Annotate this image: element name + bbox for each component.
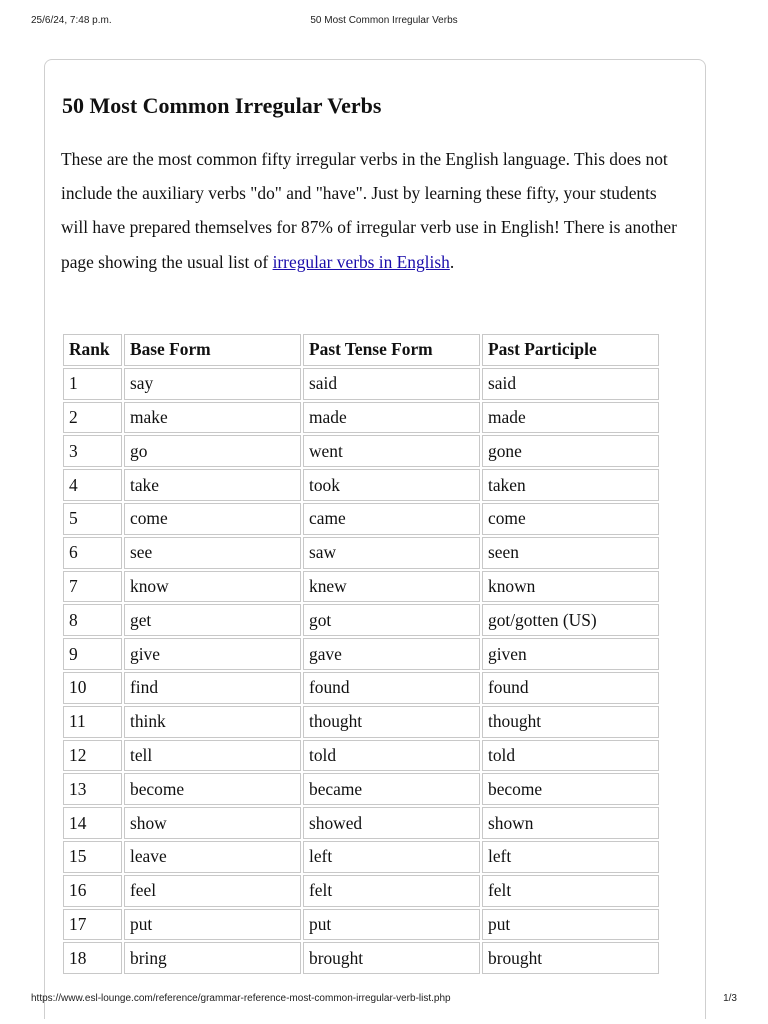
- rank-cell: 4: [63, 469, 122, 501]
- rank-cell: 15: [63, 841, 122, 873]
- table-row: [63, 740, 659, 772]
- rank-cell: 7: [63, 571, 122, 603]
- rank-cell: 13: [63, 773, 122, 805]
- base-form-cell: bring: [124, 942, 301, 974]
- rank-cell: 1: [63, 368, 122, 400]
- past-participle-cell: gone: [482, 435, 659, 467]
- content-card: [44, 59, 706, 1019]
- past-tense-cell: took: [303, 469, 480, 501]
- base-form-cell: tell: [124, 740, 301, 772]
- print-url: https://www.esl-lounge.com/reference/grammar-reference-most-common-irregular-verb-list.php: [31, 993, 451, 1004]
- past-tense-cell: said: [303, 368, 480, 400]
- past-tense-cell: put: [303, 909, 480, 941]
- base-form-cell: leave: [124, 841, 301, 873]
- table-row: [63, 604, 659, 636]
- past-participle-cell: felt: [482, 875, 659, 907]
- verbs-table: [61, 332, 661, 976]
- past-participle-cell: shown: [482, 807, 659, 839]
- base-form-cell: go: [124, 435, 301, 467]
- header-past-tense: Past Tense Form: [303, 334, 480, 366]
- page-title: 50 Most Common Irregular Verbs: [62, 93, 382, 118]
- past-tense-cell: came: [303, 503, 480, 535]
- base-form-cell: say: [124, 368, 301, 400]
- table-row: [63, 672, 659, 704]
- header-rank: Rank: [63, 334, 122, 366]
- table-row: [63, 503, 659, 535]
- base-form-cell: show: [124, 807, 301, 839]
- rank-cell: 8: [63, 604, 122, 636]
- table-row: [63, 875, 659, 907]
- irregular-verbs-link[interactable]: irregular verbs in English: [272, 251, 450, 272]
- past-participle-cell: given: [482, 638, 659, 670]
- header-base-form: Base Form: [124, 334, 301, 366]
- table-row: [63, 942, 659, 974]
- past-tense-cell: knew: [303, 571, 480, 603]
- past-participle-cell: come: [482, 503, 659, 535]
- table-row: [63, 841, 659, 873]
- table-row: [63, 402, 659, 434]
- rank-cell: 10: [63, 672, 122, 704]
- past-tense-cell: told: [303, 740, 480, 772]
- base-form-cell: know: [124, 571, 301, 603]
- rank-cell: 11: [63, 706, 122, 738]
- rank-cell: 12: [63, 740, 122, 772]
- header-past-participle: Past Participle: [482, 334, 659, 366]
- past-tense-cell: left: [303, 841, 480, 873]
- print-footer: [31, 993, 737, 1009]
- print-header: [31, 15, 737, 31]
- intro-text: These are the most common fifty irregular verbs in the English language. This does not include the auxiliary verbs "do" and "have". Just by learning these fifty, your students will have prepared themselves for 87% of irregular verb use in English! There is another page showing the usual list of: [61, 149, 677, 272]
- base-form-cell: come: [124, 503, 301, 535]
- page-count: 1/3: [723, 993, 737, 1004]
- rank-cell: 14: [63, 807, 122, 839]
- rank-cell: 18: [63, 942, 122, 974]
- past-participle-cell: told: [482, 740, 659, 772]
- past-participle-cell: put: [482, 909, 659, 941]
- print-datetime: 25/6/24, 7:48 p.m.: [31, 15, 112, 26]
- past-participle-cell: made: [482, 402, 659, 434]
- past-tense-cell: thought: [303, 706, 480, 738]
- base-form-cell: take: [124, 469, 301, 501]
- past-tense-cell: found: [303, 672, 480, 704]
- past-participle-cell: left: [482, 841, 659, 873]
- past-participle-cell: known: [482, 571, 659, 603]
- past-tense-cell: became: [303, 773, 480, 805]
- table-row: [63, 368, 659, 400]
- past-participle-cell: brought: [482, 942, 659, 974]
- past-tense-cell: got: [303, 604, 480, 636]
- past-tense-cell: showed: [303, 807, 480, 839]
- rank-cell: 5: [63, 503, 122, 535]
- table-row: [63, 706, 659, 738]
- past-tense-cell: felt: [303, 875, 480, 907]
- past-participle-cell: thought: [482, 706, 659, 738]
- past-participle-cell: said: [482, 368, 659, 400]
- past-participle-cell: got/gotten (US): [482, 604, 659, 636]
- past-tense-cell: went: [303, 435, 480, 467]
- past-participle-cell: become: [482, 773, 659, 805]
- rank-cell: 2: [63, 402, 122, 434]
- past-tense-cell: made: [303, 402, 480, 434]
- table-header-row: [63, 334, 659, 366]
- rank-cell: 9: [63, 638, 122, 670]
- base-form-cell: see: [124, 537, 301, 569]
- intro-paragraph: [61, 142, 681, 279]
- table-row: [63, 807, 659, 839]
- base-form-cell: get: [124, 604, 301, 636]
- table-row: [63, 469, 659, 501]
- table-row: [63, 773, 659, 805]
- table-row: [63, 909, 659, 941]
- past-tense-cell: brought: [303, 942, 480, 974]
- past-participle-cell: seen: [482, 537, 659, 569]
- table-row: [63, 537, 659, 569]
- base-form-cell: make: [124, 402, 301, 434]
- print-page-title: 50 Most Common Irregular Verbs: [310, 15, 458, 26]
- rank-cell: 17: [63, 909, 122, 941]
- past-participle-cell: found: [482, 672, 659, 704]
- base-form-cell: think: [124, 706, 301, 738]
- base-form-cell: feel: [124, 875, 301, 907]
- table-row: [63, 571, 659, 603]
- table-body: [63, 368, 659, 974]
- past-tense-cell: gave: [303, 638, 480, 670]
- base-form-cell: become: [124, 773, 301, 805]
- past-tense-cell: saw: [303, 537, 480, 569]
- rank-cell: 6: [63, 537, 122, 569]
- base-form-cell: put: [124, 909, 301, 941]
- base-form-cell: give: [124, 638, 301, 670]
- table-row: [63, 435, 659, 467]
- base-form-cell: find: [124, 672, 301, 704]
- past-participle-cell: taken: [482, 469, 659, 501]
- intro-end: .: [449, 251, 455, 272]
- table-row: [63, 638, 659, 670]
- rank-cell: 16: [63, 875, 122, 907]
- rank-cell: 3: [63, 435, 122, 467]
